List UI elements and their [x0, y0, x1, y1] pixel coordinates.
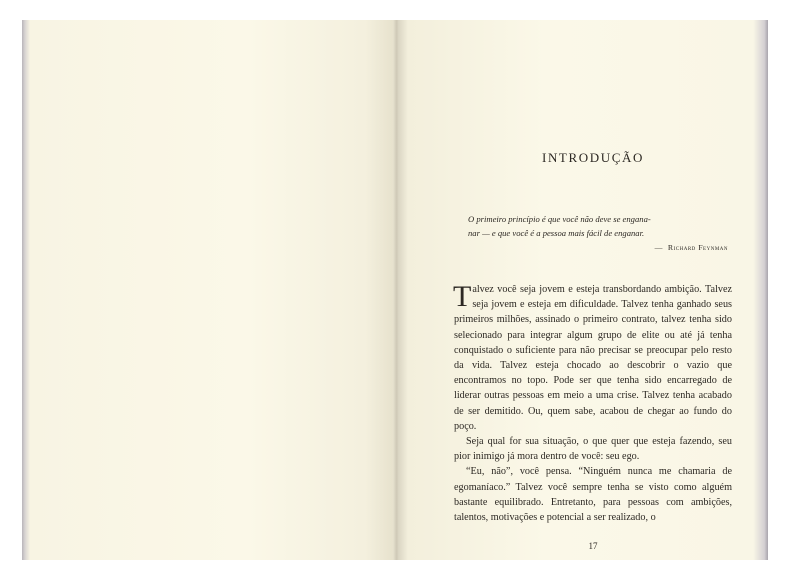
paragraph: “Eu, não”, você pensa. “Ninguém nunca me chamaria de egomaníaco.” Talvez você sempre tenha se visto como alguém bastante equilibrado. Entretanto, para pessoas com ambições, talentos, motivações e potencial a ser realizado, o: [454, 466, 732, 524]
epigraph-quote: [468, 212, 728, 240]
page-number: 17: [588, 541, 598, 551]
paragraph: [454, 282, 732, 434]
drop-cap: T: [453, 280, 472, 313]
right-page: [398, 20, 768, 560]
epigraph-attribution: [534, 243, 728, 252]
epigraph-line: O primeiro princípio é que você não deve se engana-: [468, 214, 651, 224]
attribution-dash: —: [654, 243, 663, 252]
chapter-title: INTRODUÇÃO: [542, 150, 644, 165]
left-page: [22, 20, 395, 560]
paragraph-text: alvez você seja jovem e esteja transbordando ambição. Talvez seja jovem e esteja em dificuldade. Talvez tenha ganhado seus primeiros milhões, assinado o primeiro contrato, talvez tenha sido selecionado para integrar algum grupo de elite ou até já tenha conquistado o suficiente para não precisar se preocupar pelo resto da vida. Talvez esteja chocado ao descobrir o vazio que encontramos no topo. Pode ser que tenha sido encarregado de liderar outras pessoas em meio a uma crise. Talvez tenha acabado de ser demitido. Ou, quem sabe, acabou de chegar ao fundo do poço.: [454, 284, 732, 432]
paragraph: Seja qual for sua situação, o que quer que esteja fazendo, seu pior inimigo já mora dentro de você: seu ego.: [454, 436, 732, 463]
body-text: [454, 282, 732, 525]
epigraph-line: nar — e que você é a pessoa mais fácil de enganar.: [468, 228, 645, 238]
epigraph-author: Richard Feynman: [667, 243, 728, 252]
open-book: [22, 20, 768, 560]
